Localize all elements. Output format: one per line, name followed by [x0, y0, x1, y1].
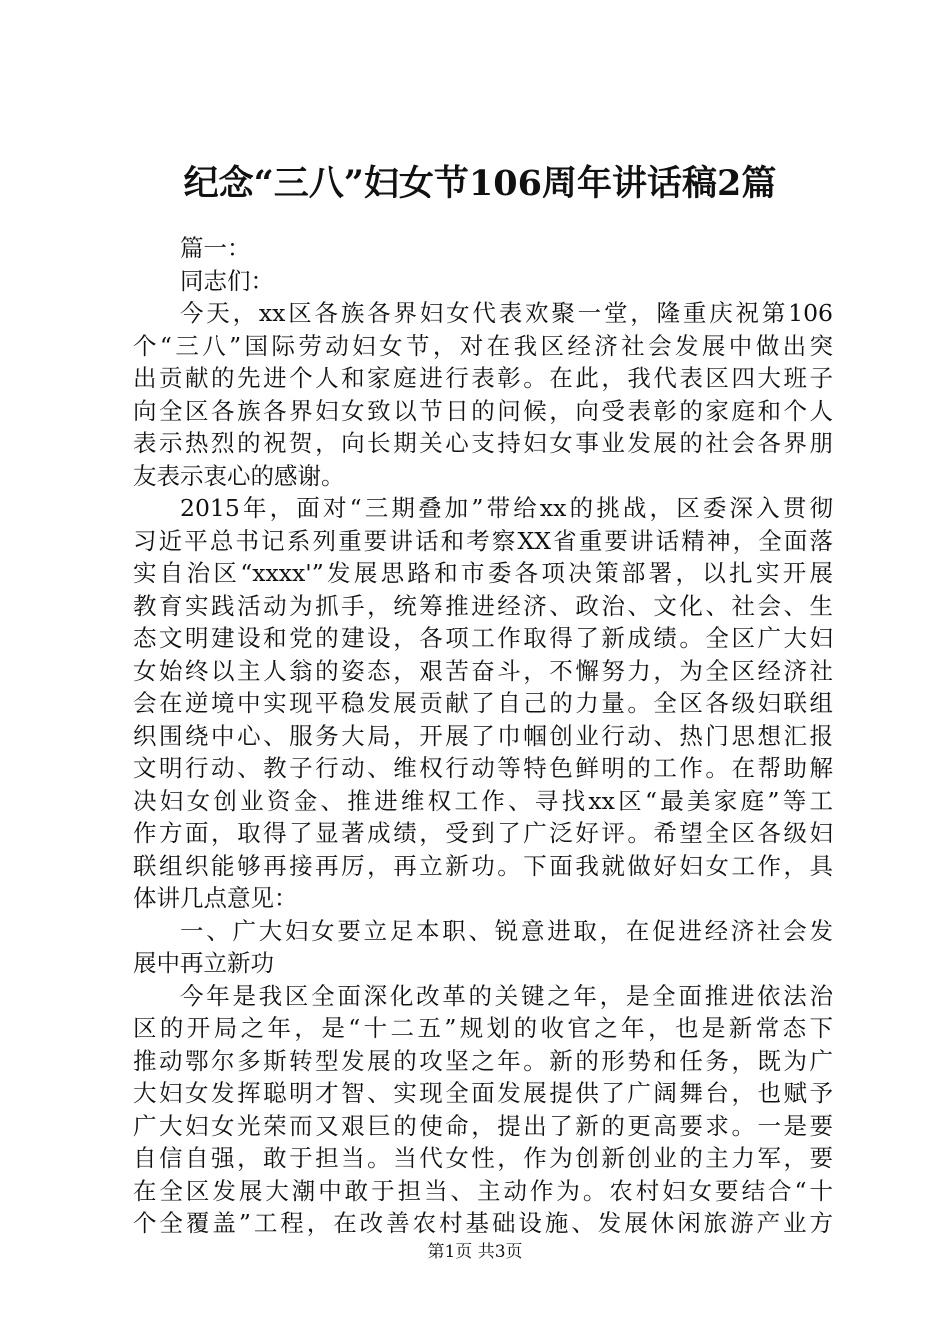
body-line: 展中再立新功	[133, 949, 274, 977]
body-line: 态文明建设和党的建设，各项工作取得了新成绩。全区广大妇	[133, 624, 833, 652]
body-line: 2015年，面对“三期叠加”带给xx的挑战，区委深入贯彻	[180, 494, 833, 522]
page-footer: 第1页 共3页	[427, 1242, 523, 1262]
body-line: 会在逆境中实现平稳发展贡献了自己的力量。全区各级妇联组	[133, 689, 833, 717]
body-line: 文明行动、教子行动、维权行动等特色鲜明的工作。在帮助解	[133, 754, 833, 782]
body-line: 习近平总书记系列重要讲话和考察XX省重要讲话精神，全面落	[133, 526, 833, 555]
body-line: 友表示衷心的感谢。	[133, 461, 345, 490]
body-line: 向全区各族各界妇女致以节日的问候，向受表彰的家庭和个人	[133, 396, 833, 425]
body-line: 教育实践活动为抓手，统筹推进经济、政治、文化、社会、生	[133, 591, 833, 620]
body-line: 织围绕中心、服务大局，开展了巾帼创业行动、热门思想汇报	[133, 721, 833, 750]
body-line: 女始终以主人翁的姿态，艰苦奋斗，不懈努力，为全区经济社	[133, 656, 833, 685]
body-line: 个全覆盖”工程，在改善农村基础设施、发展休闲旅游产业方	[133, 1209, 833, 1237]
body-line: 今天，xx区各族各界妇女代表欢聚一堂，隆重庆祝第106	[180, 299, 833, 327]
body-line: 今年是我区全面深化改革的关键之年，是全面推进依法治	[180, 981, 833, 1010]
body-line: 决妇女创业资金、推进维权工作、寻找xx区“最美家庭”等工	[133, 786, 833, 815]
body-line: 篇一：	[180, 234, 251, 262]
body-line: 区的开局之年，是“十二五”规划的收官之年，也是新常态下	[133, 1014, 833, 1042]
body-line: 联组织能够再接再厉，再立新功。下面我就做好妇女工作，具	[133, 851, 833, 880]
body-line: 自信自强，敢于担当。当代女性，作为创新创业的主力军，要	[133, 1144, 833, 1172]
body-line: 推动鄂尔多斯转型发展的攻坚之年。新的形势和任务，既为广	[133, 1046, 833, 1075]
body-line: 出贡献的先进个人和家庭进行表彰。在此，我代表区四大班子	[133, 364, 833, 392]
body-line: 个“三八”国际劳动妇女节，对在我区经济社会发展中做出突	[133, 331, 833, 360]
body-line: 实自治区“xxxx'”发展思路和市委各项决策部署，以扎实开展	[133, 559, 833, 587]
document-title: 纪念“三八”妇女节106周年讲话稿2篇	[183, 163, 777, 204]
body-line: 表示热烈的祝贺，向长期关心支持妇女事业发展的社会各界朋	[133, 429, 833, 457]
body-line: 同志们：	[180, 266, 274, 295]
body-line: 大妇女发挥聪明才智、实现全面发展提供了广阔舞台，也赋予	[133, 1079, 833, 1107]
body-line: 体讲几点意见：	[133, 884, 298, 912]
body-line: 广大妇女光荣而又艰巨的使命，提出了新的更高要求。一是要	[133, 1111, 833, 1140]
body-line: 在全区发展大潮中敢于担当、主动作为。农村妇女要结合“十	[133, 1176, 833, 1205]
body-line: 一、广大妇女要立足本职、锐意进取，在促进经济社会发	[180, 916, 833, 945]
document-body	[133, 232, 833, 1240]
body-line: 作方面，取得了显著成绩，受到了广泛好评。希望全区各级妇	[133, 819, 833, 847]
